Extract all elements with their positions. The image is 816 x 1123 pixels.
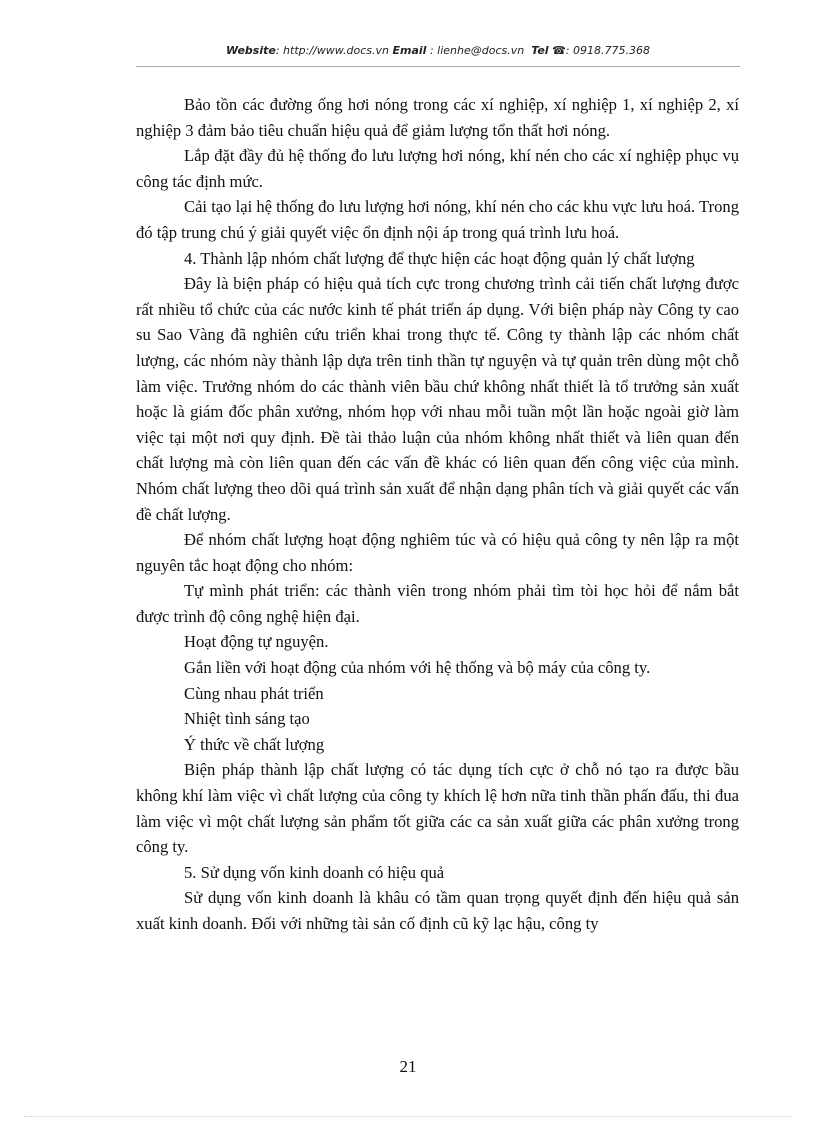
list-item: Gắn liền với hoạt động của nhóm với hệ thống và bộ máy của công ty. [184, 658, 651, 678]
page-header [136, 44, 740, 57]
paragraph: Bảo tồn các đường ống hơi nóng trong các xí nghiệp, xí nghiệp 1, xí nghiệp 2, xí nghiệp 3 đảm bảo tiêu chuẩn hiệu quả để giảm lượng tổn thất hơi nóng. [136, 95, 739, 140]
section-heading: 4. Thành lập nhóm chất lượng để thực hiện các hoạt động quản lý chất lượng [184, 248, 695, 268]
header-divider [136, 66, 740, 67]
paragraph: Lắp đặt đầy đủ hệ thống đo lưu lượng hơi nóng, khí nén cho các xí nghiệp phục vụ công tác định mức. [136, 146, 739, 191]
footer-divider [24, 1116, 792, 1117]
paragraph: Cải tạo lại hệ thống đo lưu lượng hơi nóng, khí nén cho các khu vực lưu hoá. Trong đó tập trung chú ý giải quyết việc ổn định nội áp trong quá trình lưu hoá. [136, 197, 739, 242]
list-item: Tự mình phát triển: các thành viên trong nhóm phải tìm tòi học hỏi để nắm bắt được trình độ công nghệ hiện đại. [136, 581, 739, 626]
page-number: 21 [399, 1057, 417, 1076]
list-item: Cùng nhau phát triển [184, 683, 324, 703]
email-value: : lienhe@docs.vn [429, 44, 525, 57]
tel-value: ☎: 0918.775.368 [552, 44, 650, 57]
paragraph: Biện pháp thành lập chất lượng có tác dụng tích cực ở chỗ nó tạo ra được bầu không khí làm việc vì chất lượng của công ty khích lệ hơn nữa tinh thần phấn đấu, thi đua làm việc vì một chất lượng sản phẩm tốt giữa các ca sản xuất giữa các phân xưởng trong công ty. [136, 760, 739, 857]
paragraph: Để nhóm chất lượng hoạt động nghiêm túc và có hiệu quả công ty nên lập ra một nguyên tắc hoạt động cho nhóm: [136, 530, 739, 575]
website-label: Website [226, 44, 276, 57]
website-value: : http://www.docs.vn [275, 44, 390, 57]
email-label: Email [392, 44, 427, 57]
paragraph: Sử dụng vốn kinh doanh là khâu có tầm quan trọng quyết định đến hiệu quả sản xuất kinh doanh. Đối với những tài sản cố định cũ kỹ lạc hậu, công ty [136, 888, 739, 933]
list-item: Ý thức về chất lượng [184, 734, 325, 754]
section-heading: 5. Sử dụng vốn kinh doanh có hiệu quả [184, 862, 445, 882]
document-body [136, 92, 739, 937]
paragraph: Đây là biện pháp có hiệu quả tích cực trong chương trình cải tiến chất lượng được rất nhiều tổ chức của các nước kinh tế phát triển áp dụng. Với biện pháp này Công ty cao su Sao Vàng đã nghiên cứu triển khai trong thực tế. Công ty thành lập các nhóm chất lượng, các nhóm này thành lập dựa trên tinh thần tự nguyện và tự quản trên dùng một chỗ làm việc. Trưởng nhóm do các thành viên bầu chứ không nhất thiết là tổ trưởng sản xuất hoặc là giám đốc phân xưởng, nhóm họp với nhau mỗi tuần một lần hoặc ngoài giờ làm việc tại một nơi quy định. Đề tài thảo luận của nhóm không nhất thiết và liên quan đến chất lượng mà còn liên quan đến các vấn đề khác có liên quan đến công việc của mình. Nhóm chất lượng theo dõi quá trình sản xuất để nhận dạng phân tích và giải quyết các vấn đề chất lượng. [136, 274, 739, 524]
tel-label: Tel [531, 44, 549, 57]
list-item: Hoạt động tự nguyện. [184, 632, 329, 652]
list-item: Nhiệt tình sáng tạo [184, 709, 310, 729]
